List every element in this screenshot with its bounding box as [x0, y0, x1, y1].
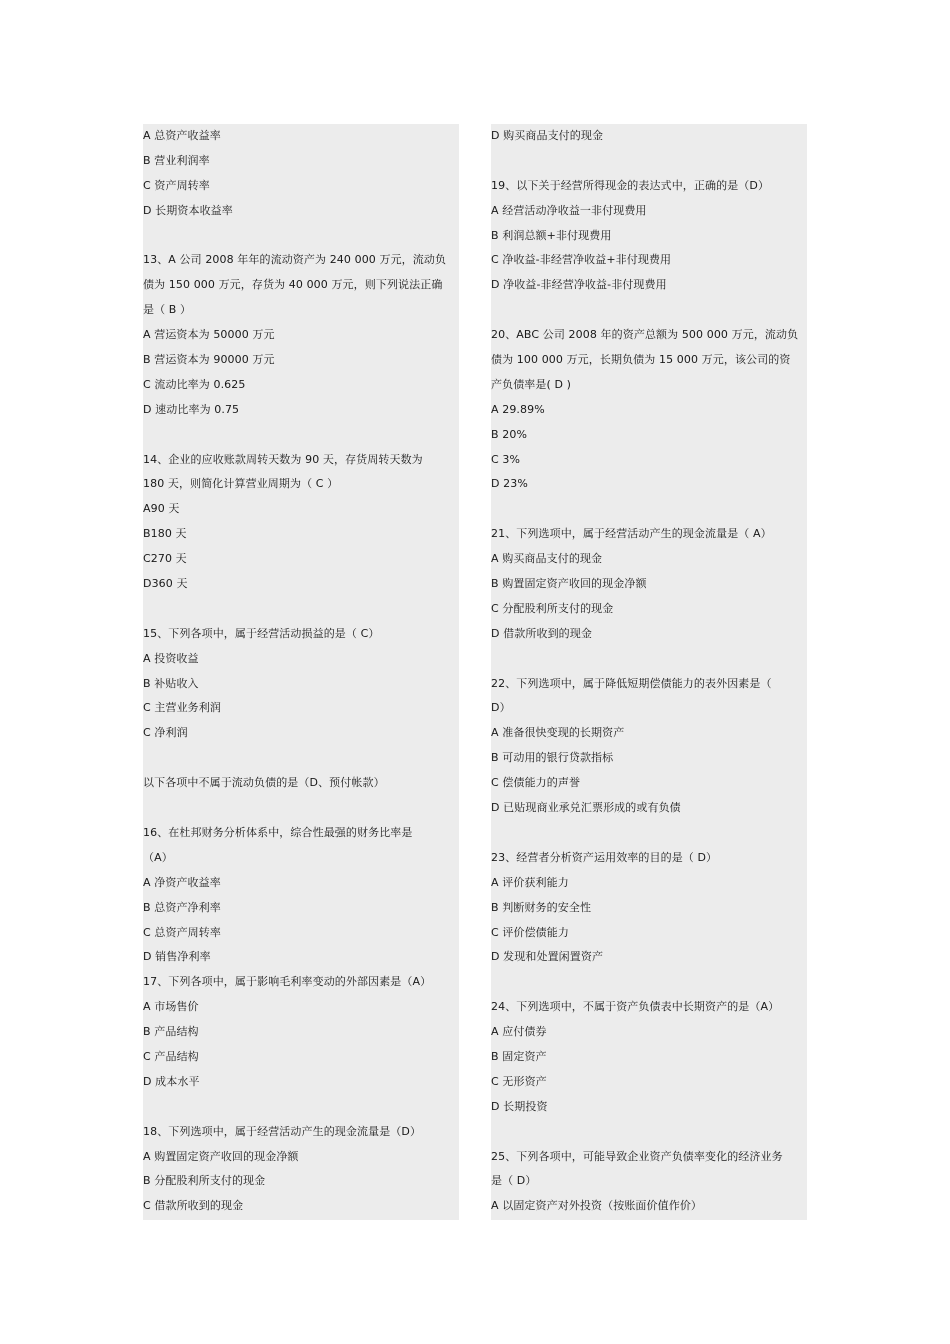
text-line: A 总资产收益率: [143, 129, 221, 142]
blank-line: [491, 497, 807, 522]
text-line: D 速动比率为 0.75: [143, 402, 240, 416]
text-line: D 23%: [491, 477, 528, 491]
text-line: B 20%: [491, 427, 527, 441]
text-line: D 购买商品支付的现金: [491, 129, 604, 142]
text-line: C 净收益-非经营净收益+非付现费用: [491, 253, 672, 267]
text-line: D 长期投资: [491, 1099, 548, 1113]
text-line: C 主营业务利润: [143, 701, 221, 715]
text-line: 17、下列各项中，属于影响毛利率变动的外部因素是（A）: [143, 975, 432, 989]
text-line: 产负债率是( D ): [491, 377, 572, 391]
blank-line: [491, 1120, 807, 1145]
text-line: 19、以下关于经营所得现金的表达式中，正确的是（D）: [491, 178, 770, 192]
text-line: B 可动用的银行贷款指标: [491, 751, 614, 765]
text-line: 22、下列选项中，属于降低短期偿债能力的表外因素是（: [491, 676, 772, 690]
text-line: B 利润总额+非付现费用: [491, 228, 612, 242]
left-text-column: [143, 124, 459, 1220]
text-line: 18、下列选项中，属于经营活动产生的现金流量是（D）: [143, 1124, 422, 1138]
text-line: A 净资产收益率: [143, 875, 221, 889]
blank-line: [491, 821, 807, 846]
text-line: D 借款所收到的现金: [491, 626, 592, 640]
text-line: D 发现和处置闲置资产: [491, 950, 604, 964]
right-text-column: [491, 124, 807, 1220]
text-line: 是（ D）: [491, 1174, 537, 1188]
text-line: 债为 100 000 万元，长期负债为 15 000 万元，该公司的资: [491, 353, 791, 367]
blank-line: [143, 746, 459, 771]
text-line: 14、企业的应收账款周转天数为 90 天，存货周转天数为: [143, 452, 423, 466]
text-line: C 总资产周转率: [143, 925, 221, 939]
text-line: C 分配股利所支付的现金: [491, 601, 614, 615]
text-line: 21、下列选项中，属于经营活动产生的现金流量是（ A）: [491, 527, 772, 541]
text-line: A 经营活动净收益一非付现费用: [491, 203, 647, 217]
blank-line: [491, 149, 807, 174]
text-line: B 营业利润率: [143, 153, 210, 167]
text-line: B 营运资本为 90000 万元: [143, 353, 275, 367]
text-line: C 净利润: [143, 726, 188, 740]
text-line: B 产品结构: [143, 1025, 199, 1039]
text-line: A 准备很快变现的长期资产: [491, 726, 625, 740]
text-line: C 借款所收到的现金: [143, 1199, 244, 1213]
text-line: C 流动比率为 0.625: [143, 377, 246, 391]
text-line: C 产品结构: [143, 1049, 199, 1063]
blank-line: [143, 1095, 459, 1120]
text-line: D 长期资本收益率: [143, 203, 233, 217]
text-line: A 投资收益: [143, 651, 199, 665]
text-line: 25、下列各项中，可能导致企业资产负债率变化的经济业务: [491, 1149, 783, 1163]
text-line: 13、A 公司 2008 年年的流动资产为 240 000 万元，流动负: [143, 253, 447, 267]
blank-line: [143, 224, 459, 249]
text-line: 是（ B ）: [143, 303, 192, 317]
text-line: B180 天: [143, 527, 187, 541]
blank-line: [491, 970, 807, 995]
text-line: 23、经营者分析资产运用效率的目的是（ D）: [491, 850, 718, 864]
text-line: D 成本水平: [143, 1074, 200, 1088]
text-line: D360 天: [143, 577, 188, 591]
blank-line: [491, 298, 807, 323]
text-line: B 分配股利所支付的现金: [143, 1174, 266, 1188]
text-line: 180 天，则简化计算营业周期为（ C ）: [143, 477, 339, 491]
blank-line: [143, 597, 459, 622]
text-line: C 3%: [491, 452, 521, 466]
text-line: A 市场售价: [143, 1000, 199, 1014]
text-line: D 已贴现商业承兑汇票形成的或有负债: [491, 801, 681, 815]
text-line: A 购买商品支付的现金: [491, 552, 603, 566]
text-line: 15、下列各项中，属于经营活动损益的是（ C）: [143, 626, 380, 640]
blank-line: [491, 647, 807, 672]
text-line: C270 天: [143, 552, 187, 566]
text-line: B 购置固定资产收回的现金净额: [491, 577, 647, 591]
text-line: A 以固定资产对外投资（按账面价值作价）: [491, 1199, 703, 1213]
text-line: A 29.89%: [491, 402, 545, 416]
text-line: D）: [491, 701, 511, 715]
text-line: 以下各项中不属于流动负债的是（D、预付帐款）: [143, 776, 385, 790]
text-line: 债为 150 000 万元，存货为 40 000 万元，则下列说法正确: [143, 278, 443, 292]
text-line: C 资产周转率: [143, 178, 210, 192]
text-line: B 补贴收入: [143, 676, 199, 690]
text-line: D 净收益-非经营净收益-非付现费用: [491, 278, 667, 292]
text-line: B 固定资产: [491, 1049, 547, 1063]
text-line: D 销售净利率: [143, 950, 211, 964]
text-line: A 营运资本为 50000 万元: [143, 328, 275, 342]
text-line: A 购置固定资产收回的现金净额: [143, 1149, 299, 1163]
blank-line: [143, 423, 459, 448]
text-line: B 判断财务的安全性: [491, 900, 592, 914]
text-line: 20、ABC 公司 2008 年的资产总额为 500 000 万元，流动负: [491, 328, 799, 342]
text-line: 24、下列选项中，不属于资产负债表中长期资产的是（A）: [491, 1000, 780, 1014]
blank-line: [143, 796, 459, 821]
text-line: B 总资产净利率: [143, 900, 221, 914]
text-line: A 应付债券: [491, 1025, 547, 1039]
text-line: 16、在杜邦财务分析体系中，综合性最强的财务比率是: [143, 825, 413, 839]
text-line: C 偿债能力的声誉: [491, 776, 581, 790]
text-line: A90 天: [143, 502, 180, 516]
text-line: A 评价获利能力: [491, 875, 569, 889]
text-line: C 无形资产: [491, 1074, 547, 1088]
text-line: （A）: [143, 850, 173, 864]
text-line: C 评价偿债能力: [491, 925, 569, 939]
